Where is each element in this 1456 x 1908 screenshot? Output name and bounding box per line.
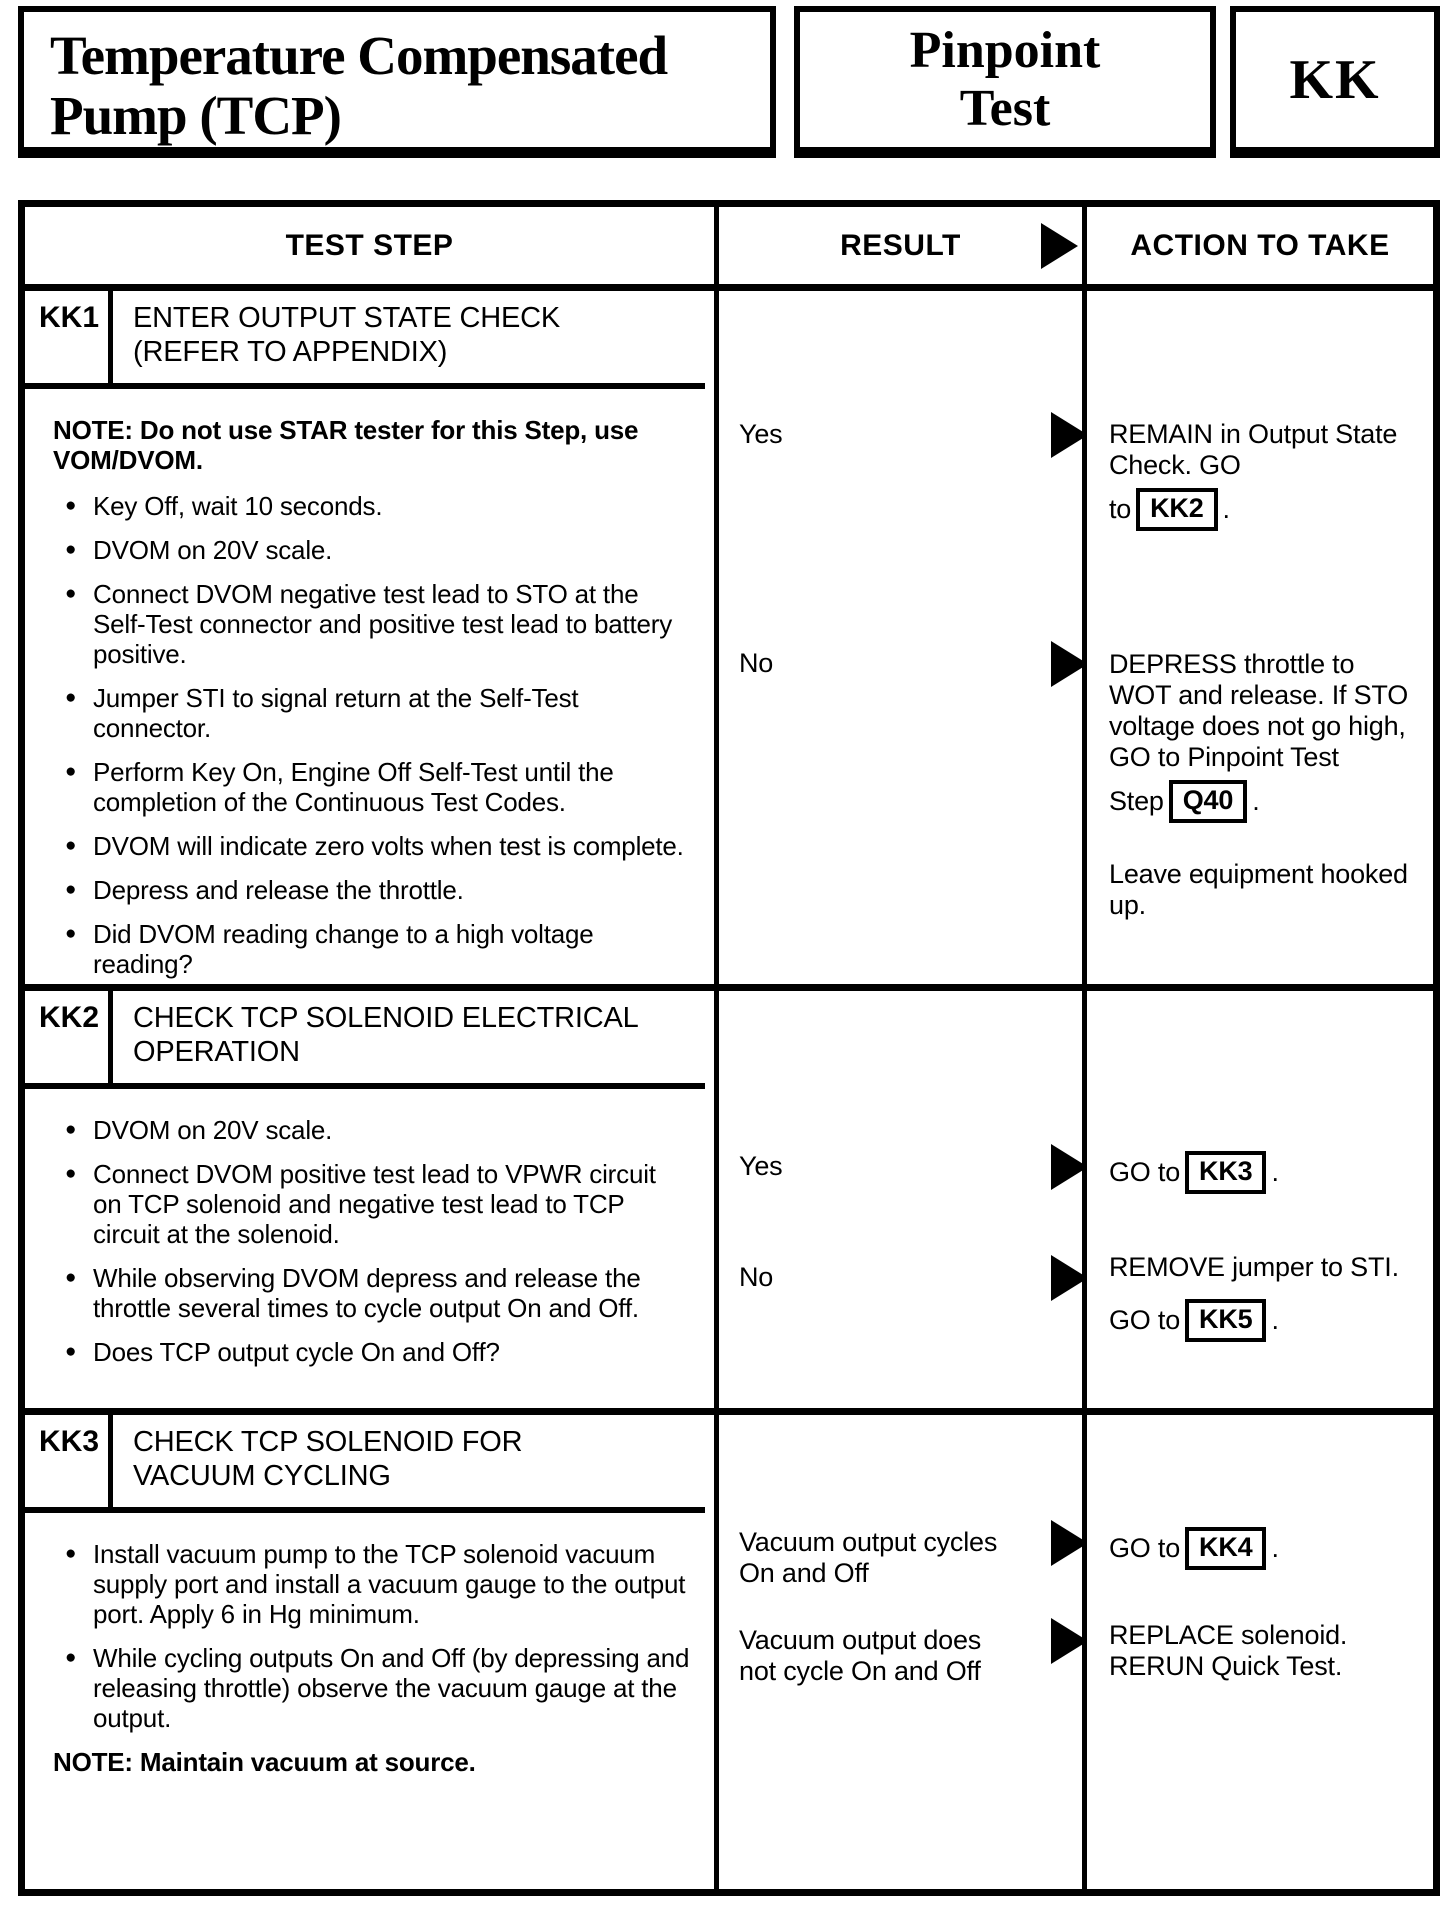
kk2-step-body bbox=[25, 1089, 714, 1391]
step-reference-q40: Q40 bbox=[1169, 780, 1247, 823]
bullet-text: Depress and release the throttle. bbox=[93, 875, 464, 905]
result-arrow-icon bbox=[1051, 1520, 1087, 1566]
test-step-row-kk3 bbox=[25, 1415, 1433, 1889]
bullet-text: Perform Key On, Engine Off Self-Test until the completion of the Continuous Test Codes. bbox=[93, 757, 614, 817]
kk2-action-cell bbox=[1087, 991, 1433, 1408]
test-step-row-kk2 bbox=[25, 991, 1433, 1415]
list-item bbox=[65, 1159, 690, 1249]
doc-type-box bbox=[794, 6, 1216, 158]
action-text: REMAIN in Output State Check. GO bbox=[1109, 419, 1398, 480]
bullet-icon: ● bbox=[65, 687, 77, 708]
list-item bbox=[65, 683, 690, 743]
kk2-step-title: CHECK TCP SOLENOID ELECTRICAL OPERATION bbox=[133, 1002, 638, 1068]
bullet-icon: ● bbox=[65, 1647, 77, 1668]
document-title-line-1: Temperature Compensated bbox=[50, 25, 668, 86]
goto-suffix: . bbox=[1222, 494, 1230, 524]
kk2-test-step-cell bbox=[25, 991, 719, 1408]
list-item bbox=[65, 1115, 690, 1145]
action-text: REMOVE jumper to STI. bbox=[1109, 1252, 1399, 1282]
bullet-icon: ● bbox=[65, 1163, 77, 1184]
kk1-action-cell bbox=[1087, 291, 1433, 984]
column-header-result-label: RESULT bbox=[840, 228, 961, 262]
kk2-action-no bbox=[1109, 1252, 1419, 1342]
document-title-box bbox=[18, 6, 776, 158]
goto-line bbox=[1109, 488, 1419, 531]
kk3-result-cycles bbox=[739, 1527, 1082, 1589]
goto-pre: to bbox=[1109, 494, 1132, 524]
column-header-test-step: TEST STEP bbox=[25, 207, 719, 284]
kk2-step-heading bbox=[25, 991, 705, 1089]
bullet-icon: ● bbox=[65, 923, 77, 944]
list-item bbox=[65, 579, 690, 669]
list-item bbox=[65, 831, 690, 861]
kk3-test-step-cell bbox=[25, 1415, 719, 1889]
kk1-bullet-list bbox=[65, 491, 690, 979]
kk1-step-body bbox=[25, 389, 714, 984]
doc-type-line-1: Pinpoint bbox=[909, 21, 1101, 79]
goto-pre: GO to bbox=[1109, 1533, 1181, 1563]
result-arrow-icon bbox=[1051, 1255, 1087, 1301]
bullet-icon: ● bbox=[65, 495, 77, 516]
bullet-text: Install vacuum pump to the TCP solenoid vacuum supply port and install a vacuum gauge to the output port. Apply 6 in Hg minimum. bbox=[93, 1539, 686, 1629]
step-reference-kk5: KK5 bbox=[1185, 1299, 1266, 1342]
bullet-text: While cycling outputs On and Off (by depressing and releasing throttle) observe the vacuum gauge at the output. bbox=[93, 1643, 690, 1733]
step-reference-kk2: KK2 bbox=[1136, 488, 1217, 531]
step-reference-kk3: KK3 bbox=[1185, 1151, 1266, 1194]
kk1-result-no bbox=[739, 648, 1082, 679]
kk2-result-cell bbox=[719, 991, 1087, 1408]
goto-suffix: . bbox=[1271, 1157, 1279, 1187]
bullet-text: Connect DVOM positive test lead to VPWR circuit on TCP solenoid and negative test lead to TCP circuit at the solenoid. bbox=[93, 1159, 656, 1249]
result-label: Yes bbox=[739, 1151, 783, 1181]
kk3-step-heading bbox=[25, 1415, 705, 1513]
list-item bbox=[65, 757, 690, 817]
goto-line bbox=[1109, 1527, 1419, 1570]
bullet-icon: ● bbox=[65, 1341, 77, 1362]
goto-pre: Step bbox=[1109, 786, 1164, 816]
column-header-action: ACTION TO TAKE bbox=[1130, 228, 1390, 262]
kk3-step-number: KK3 bbox=[25, 1415, 113, 1507]
bullet-icon: ● bbox=[65, 1267, 77, 1288]
bullet-text: Connect DVOM negative test lead to STO at the Self-Test connector and positive test lead to battery positive. bbox=[93, 579, 673, 669]
goto-pre: GO to bbox=[1109, 1305, 1181, 1335]
kk3-action-no-cycle: REPLACE solenoid. RERUN Quick Test. bbox=[1109, 1620, 1348, 1681]
kk1-test-step-cell bbox=[25, 291, 719, 984]
list-item bbox=[65, 1539, 690, 1629]
section-code-box bbox=[1230, 6, 1440, 158]
bullet-text: Does TCP output cycle On and Off? bbox=[93, 1337, 500, 1367]
kk3-result-cell bbox=[719, 1415, 1087, 1889]
list-item bbox=[65, 535, 690, 565]
kk1-action-extra: Leave equipment hooked up. bbox=[1109, 859, 1408, 920]
section-code: KK bbox=[1289, 48, 1381, 111]
table-header-row bbox=[25, 207, 1433, 291]
column-header-result bbox=[719, 207, 1087, 284]
kk1-action-yes bbox=[1109, 419, 1419, 531]
list-item bbox=[65, 491, 690, 521]
kk3-bullet-list bbox=[65, 1539, 690, 1733]
result-label: Yes bbox=[739, 419, 783, 449]
doc-type-line-2: Test bbox=[959, 79, 1051, 137]
result-arrow-icon bbox=[1051, 1618, 1087, 1664]
bullet-icon: ● bbox=[65, 761, 77, 782]
result-arrow-icon bbox=[1051, 641, 1087, 687]
result-label: No bbox=[739, 1262, 774, 1292]
result-label: Vacuum output cycles On and Off bbox=[739, 1527, 998, 1588]
kk2-action-yes bbox=[1109, 1151, 1419, 1194]
result-arrow-icon bbox=[1041, 223, 1078, 269]
bullet-text: DVOM on 20V scale. bbox=[93, 535, 333, 565]
kk1-step-number: KK1 bbox=[25, 291, 113, 383]
bullet-text: Key Off, wait 10 seconds. bbox=[93, 491, 383, 521]
list-item bbox=[65, 919, 690, 979]
kk1-action-no bbox=[1109, 649, 1419, 823]
goto-suffix: . bbox=[1271, 1533, 1279, 1563]
bullet-text: DVOM on 20V scale. bbox=[93, 1115, 333, 1145]
kk2-step-number: KK2 bbox=[25, 991, 113, 1083]
kk1-result-yes bbox=[739, 419, 1082, 450]
kk1-step-heading bbox=[25, 291, 705, 389]
bullet-text: While observing DVOM depress and release the throttle several times to cycle output On and Off. bbox=[93, 1263, 641, 1323]
kk3-note: NOTE: Maintain vacuum at source. bbox=[53, 1747, 476, 1777]
goto-line bbox=[1109, 780, 1419, 823]
goto-line bbox=[1109, 1299, 1419, 1342]
list-item bbox=[65, 1337, 690, 1367]
kk3-step-body bbox=[25, 1513, 714, 1803]
bullet-text: Jumper STI to signal return at the Self-Test connector. bbox=[93, 683, 579, 743]
list-item bbox=[65, 875, 690, 905]
kk2-result-yes bbox=[739, 1151, 1082, 1182]
bullet-text: Did DVOM reading change to a high voltage reading? bbox=[93, 919, 594, 979]
kk3-action-cell bbox=[1087, 1415, 1433, 1889]
list-item bbox=[65, 1263, 690, 1323]
result-label: Vacuum output does not cycle On and Off bbox=[739, 1625, 982, 1686]
kk3-result-no-cycle bbox=[739, 1625, 1082, 1687]
bullet-icon: ● bbox=[65, 835, 77, 856]
step-reference-kk4: KK4 bbox=[1185, 1527, 1266, 1570]
bullet-icon: ● bbox=[65, 583, 77, 604]
kk2-bullet-list bbox=[65, 1115, 690, 1367]
kk1-note: NOTE: Do not use STAR tester for this Step, use VOM/DVOM. bbox=[53, 415, 639, 475]
kk1-result-cell bbox=[719, 291, 1087, 984]
bullet-icon: ● bbox=[65, 1119, 77, 1140]
result-arrow-icon bbox=[1051, 1144, 1087, 1190]
goto-suffix: . bbox=[1271, 1305, 1279, 1335]
result-arrow-icon bbox=[1051, 412, 1087, 458]
kk3-step-title: CHECK TCP SOLENOID FOR VACUUM CYCLING bbox=[133, 1426, 523, 1492]
bullet-icon: ● bbox=[65, 879, 77, 900]
goto-pre: GO to bbox=[1109, 1157, 1181, 1187]
pinpoint-test-table bbox=[18, 200, 1440, 1896]
bullet-icon: ● bbox=[65, 1543, 77, 1564]
bullet-icon: ● bbox=[65, 539, 77, 560]
result-label: No bbox=[739, 648, 774, 678]
kk3-action-cycles bbox=[1109, 1527, 1419, 1570]
action-text: DEPRESS throttle to WOT and release. If STO voltage does not go high, GO to Pinpoint Test bbox=[1109, 649, 1409, 772]
kk2-result-no bbox=[739, 1262, 1082, 1293]
document-title-line-2: Pump (TCP) bbox=[50, 85, 341, 146]
goto-suffix: . bbox=[1252, 786, 1260, 816]
test-step-row-kk1 bbox=[25, 291, 1433, 991]
goto-line bbox=[1109, 1151, 1419, 1194]
kk1-step-title: ENTER OUTPUT STATE CHECK (REFER TO APPENDIX) bbox=[133, 302, 561, 368]
list-item bbox=[65, 1643, 690, 1733]
bullet-text: DVOM will indicate zero volts when test is complete. bbox=[93, 831, 684, 861]
